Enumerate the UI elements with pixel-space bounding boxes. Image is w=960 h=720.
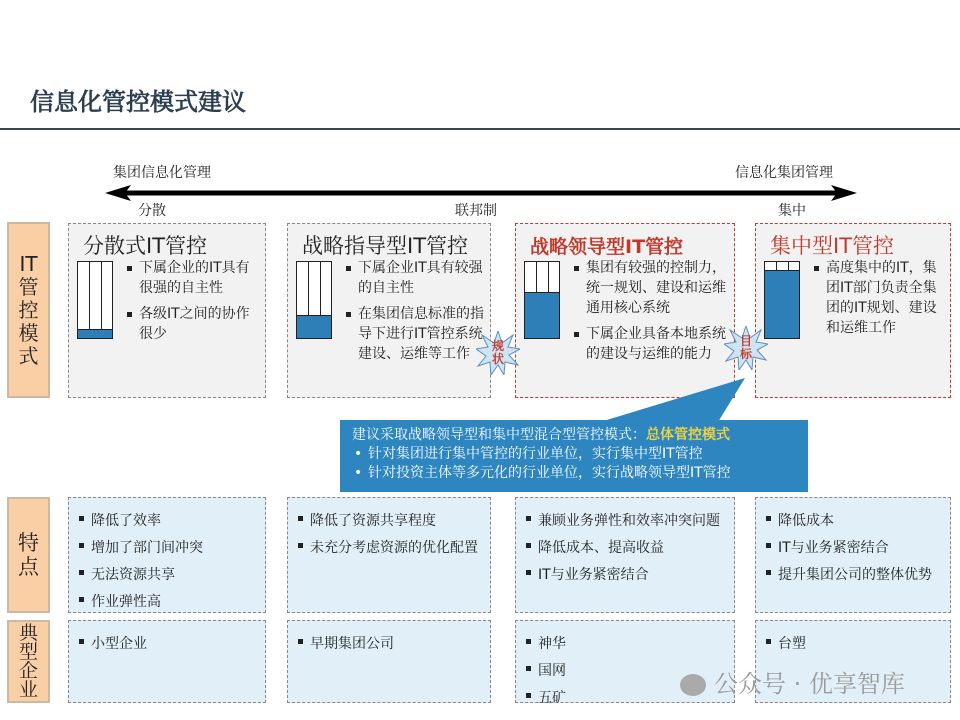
- title-divider: [0, 128, 960, 130]
- features-card: [287, 497, 491, 613]
- watermark: [680, 664, 905, 699]
- wechat-icon: [680, 674, 706, 696]
- typical-item: 台塑: [764, 631, 946, 658]
- feature-item: 兼顾业务弹性和效率冲突问题: [524, 508, 730, 535]
- feature-item: 降低了效率: [77, 508, 261, 535]
- mode-card: [755, 223, 951, 398]
- features-card: [68, 497, 266, 613]
- target-label: 目标: [739, 334, 752, 361]
- page-title: 信息化管控模式建议: [30, 88, 246, 116]
- mode-title: 战略领导型IT管控: [530, 236, 684, 258]
- target-starburst-icon: [724, 326, 768, 370]
- mode-point: 在集团信息标准的指导下进行IT管控系统建设、运维等工作: [344, 304, 486, 364]
- callout-lead: 建议采取战略领导型和集中型混合型管控模式：: [352, 427, 646, 443]
- axis-right-label: 集中: [778, 203, 806, 219]
- mode-card: [68, 223, 266, 398]
- side-label-mode-text: IT管控模式: [18, 251, 39, 368]
- watermark-text: 公众号 · 优享智库: [714, 670, 905, 698]
- mode-card: [287, 223, 491, 398]
- feature-item: 未充分考虑资源的优化配置: [296, 535, 486, 562]
- features-card: [515, 497, 735, 613]
- typical-item: 早期集团公司: [296, 631, 486, 658]
- side-label-features: [7, 497, 50, 613]
- feature-item: 作业弹性高: [77, 589, 261, 616]
- feature-item: 降低成本: [764, 508, 946, 535]
- mode-title: 战略指导型IT管控: [302, 234, 469, 258]
- control-level-bars-icon: [524, 261, 560, 339]
- axis-middle-label: 联邦制: [455, 203, 497, 219]
- current-state-label: 规状: [491, 339, 504, 366]
- axis-left-label: 分散: [138, 203, 166, 219]
- features-card: [755, 497, 951, 613]
- feature-item: 无法资源共享: [77, 562, 261, 589]
- mode-point: 各级IT之间的协作很少: [125, 304, 261, 344]
- feature-item: 降低了资源共享程度: [296, 508, 486, 535]
- callout-highlight: 总体管控模式: [646, 427, 730, 443]
- typical-item: 五矿: [524, 685, 730, 712]
- axis-left-top-label: 集团信息化管理: [113, 165, 211, 181]
- mode-point: 高度集中的IT，集团IT部门负责全集团的IT规划、建设和运维工作: [812, 258, 946, 338]
- recommendation-callout: [340, 420, 808, 492]
- typical-card: [68, 620, 266, 703]
- side-label-mode: [7, 222, 50, 398]
- typical-item: 神华: [524, 631, 730, 658]
- control-level-bars-icon: [296, 261, 332, 339]
- feature-item: IT与业务紧密结合: [764, 535, 946, 562]
- current-state-starburst-icon: [476, 331, 520, 375]
- mode-point: 集团有较强的控制力，统一规划、建设和运维通用核心系统: [572, 258, 730, 318]
- callout-bullet: • 针对集团进行集中管控的行业单位，实行集中型IT管控: [352, 445, 796, 464]
- axis-right-top-label: 信息化集团管理: [735, 165, 833, 181]
- control-level-bars-icon: [764, 261, 800, 339]
- mode-point: 下属企业IT具有较强的自主性: [344, 258, 486, 298]
- mode-title: 分散式IT管控: [83, 234, 208, 258]
- side-label-features-text: 特点: [18, 530, 39, 579]
- control-level-bars-icon: [77, 261, 113, 339]
- typical-card: [287, 620, 491, 703]
- feature-item: 降低成本、提高收益: [524, 535, 730, 562]
- side-label-typical: [7, 620, 50, 703]
- callout-bullet: • 针对投资主体等多元化的行业单位，实行战略领导型IT管控: [352, 464, 796, 483]
- mode-point: 下属企业具备本地系统的建设与运维的能力: [572, 324, 730, 364]
- typical-item: 小型企业: [77, 631, 261, 658]
- feature-item: 提升集团公司的整体优势: [764, 562, 946, 589]
- feature-item: 增加了部门间冲突: [77, 535, 261, 562]
- feature-item: IT与业务紧密结合: [524, 562, 730, 589]
- side-label-typical-text: 典型企业: [18, 621, 38, 701]
- typical-item: 国网: [524, 658, 730, 685]
- mode-title: 集中型IT管控: [770, 234, 895, 258]
- mode-point: 下属企业的IT具有很强的自主性: [125, 258, 261, 298]
